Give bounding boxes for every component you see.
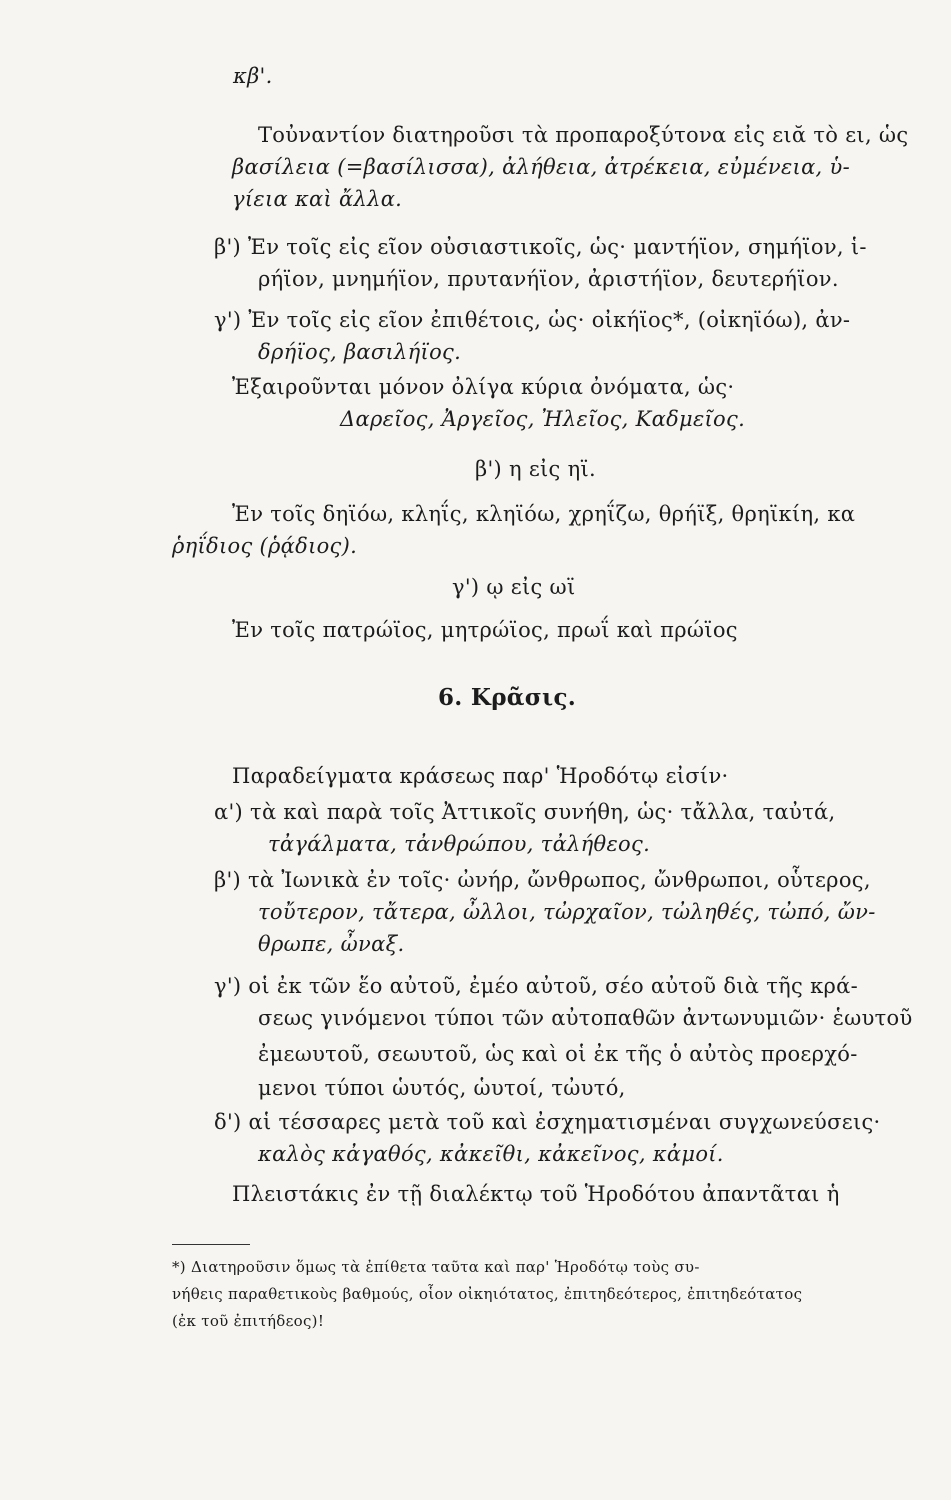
text-line: τἀγάλματα, τἀνθρώπου, τἀλήθεος. [268, 832, 651, 856]
text-line: γ') Ἐν τοῖς εἰς εῖον ἐπιθέτοις, ὡς· οἰκήϊος*, (οἰκηϊόω), ἀν- [214, 308, 851, 332]
text-line: καλὸς κἀγαθός, κἀκεῖθι, κἀκεῖνος, κἀμοί. [258, 1142, 724, 1166]
footnote-rule [172, 1244, 250, 1245]
text-line: γ') οἱ ἐκ τῶν ἕο αὐτοῦ, ἐμέο αὐτοῦ, σέο αὐτοῦ διὰ τῆς κρά- [214, 974, 859, 998]
text-line: ῥηΐδιος (ῥᾴδιος). [172, 534, 358, 558]
text-line: τοὔτερον, τἄτερα, ὦλλοι, τὠρχαῖον, τὠληθές, τὠπό, ὤν- [258, 900, 876, 924]
section-subheading: β') η εἰς ηϊ. [475, 457, 596, 481]
section-heading: 6. Κρᾶσις. [438, 684, 577, 711]
page-header: κβ'. [233, 64, 273, 88]
text-line: Ἐν τοῖς δηϊόω, κληΐς, κληϊόω, χρηΐζω, θρήϊξ, θρηϊκίη, κα [232, 502, 856, 526]
text-line: Παραδείγματα κράσεως παρ' Ἡροδότῳ εἰσίν· [232, 764, 729, 788]
text-line: Ἐξαιροῦνται μόνον ὀλίγα κύρια ὀνόματα, ὡς· [232, 375, 735, 399]
text-line: Δαρεῖος, Ἀργεῖος, Ἠλεῖος, Καδμεῖος. [340, 407, 746, 431]
section-subheading: γ') ῳ εἰς ωϊ [452, 575, 576, 599]
text-line: μενοι τύποι ὡυτός, ὡυτοί, τὠυτό, [258, 1076, 626, 1100]
text-line: Πλειστάκις ἐν τῇ διαλέκτῳ τοῦ Ἡροδότου ἀπαντᾶται ἡ [232, 1182, 840, 1206]
text-line: ρήϊον, μνημήϊον, πρυτανήϊον, ἀριστήϊον, δευτερήϊον. [258, 267, 839, 291]
text-line: δ') αἱ τέσσαρες μετὰ τοῦ καὶ ἐσχηματισμέναι συγχωνεύσεις· [214, 1110, 881, 1134]
text-line: Τοὐναντίον διατηροῦσι τὰ προπαροξύτονα εἰς ειᾰ τὸ ει, ὡς [258, 123, 909, 147]
text-line: α') τὰ καὶ παρὰ τοῖς Ἀττικοῖς συνήθη, ὡς· τἄλλα, ταὐτά, [214, 800, 836, 824]
footnote-line: (ἐκ τοῦ ἐπιτήδεος)! [172, 1312, 325, 1330]
footnote-line: *) Διατηροῦσιν ὅμως τὰ ἐπίθετα ταῦτα καὶ παρ' Ἡροδότῳ τοὺς συ- [172, 1258, 700, 1276]
text-line: Ἐν τοῖς πατρώϊος, μητρώϊος, πρωΐ καὶ πρώϊος [232, 618, 738, 642]
footnote-line: νήθεις παραθετικοὺς βαθμούς, οἷον οἰκηιότατος, ἐπιτηδεότερος, ἐπιτηδεότατος [172, 1285, 803, 1303]
text-line: θρωπε, ὦναξ. [258, 932, 405, 956]
text-line: β') τὰ Ἰωνικὰ ἐν τοῖς· ὠνήρ, ὤνθρωπος, ὤνθρωποι, οὗτερος, [214, 868, 871, 892]
text-line: β') Ἐν τοῖς εἰς εῖον οὐσιαστικοῖς, ὡς· μαντήϊον, σημήϊον, ἱ- [214, 235, 867, 259]
text-line: βασίλεια (=βασίλισσα), ἀλήθεια, ἀτρέκεια, εὐμένεια, ὑ- [232, 155, 850, 179]
text-line: σεως γινόμενοι τύποι τῶν αὐτοπαθῶν ἀντωνυμιῶν· ἑωυτοῦ [258, 1006, 913, 1030]
text-line: δρήϊος, βασιλήϊος. [258, 340, 462, 364]
text-line: γίεια καὶ ἄλλα. [232, 187, 403, 211]
text-line: ἐμεωυτοῦ, σεωυτοῦ, ὡς καὶ οἱ ἐκ τῆς ὁ αὐτὸς προερχό- [258, 1042, 858, 1066]
